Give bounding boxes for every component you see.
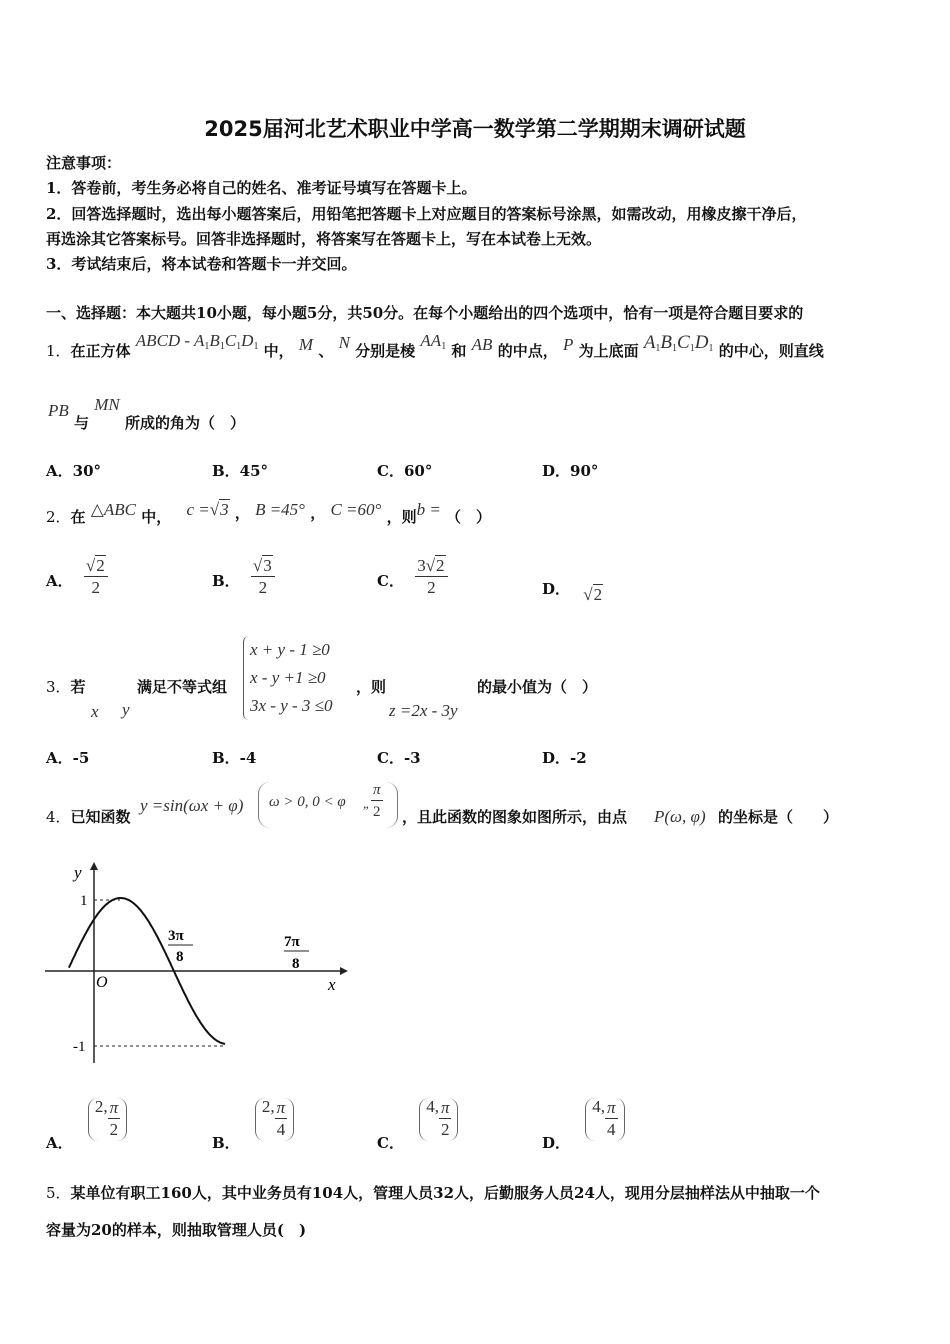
y-tick-neg1: -1 bbox=[73, 1039, 86, 1055]
option-a[interactable]: A． $\frac{√2}{2}$ bbox=[46, 556, 108, 599]
notice-item: 2．回答选择题时，选出每小题答案后，用铅笔把答题卡上对应题目的答案标号涂黑，如需改动，用橡皮擦干净后， bbox=[46, 205, 807, 223]
math-n: N bbox=[338, 333, 350, 352]
math-x: x bbox=[91, 702, 99, 721]
y-tick-1: 1 bbox=[80, 893, 88, 909]
option-c[interactable]: C．60° bbox=[377, 462, 433, 480]
math-triangle: △ABC bbox=[90, 500, 136, 519]
question-5-line2: 容量为20的样本，则抽取管理人员( ) bbox=[46, 1221, 307, 1239]
question-2: 2．在 △ABC 中， c =√3 ， B =45° ， C =60° ，则b = （ ） bbox=[46, 500, 492, 526]
page-title: 2025届河北艺术职业中学高一数学第二学期期末调研试题 bbox=[204, 117, 746, 141]
question-1-line2: PB 与 MN 所成的角为（ ） bbox=[48, 395, 246, 432]
question-3: 3．若 bbox=[46, 678, 86, 696]
question-3-ask: 的最小值为（ ） bbox=[477, 678, 598, 696]
math-angle-c: C =60° bbox=[330, 500, 382, 519]
option-b[interactable]: B． 2, $\frac{\pi}{4}$ bbox=[212, 1098, 294, 1141]
section-heading: 一、选择题：本大题共10小题，每小题5分，共50分。在每个小题给出的四个选项中，恰有一项是符合题目要求的 bbox=[46, 304, 804, 322]
option-c[interactable]: C．-3 bbox=[377, 749, 421, 767]
option-d[interactable]: D． 4, $\frac{\pi}{4}$ bbox=[542, 1098, 625, 1141]
option-a[interactable]: A．30° bbox=[46, 462, 102, 480]
math-p: P bbox=[562, 335, 574, 354]
tick-label-7pi-8-num: 7π bbox=[284, 934, 300, 950]
math-function: y =sin(ωx + φ) bbox=[140, 796, 244, 815]
math-cube: ABCD - $A_1B_1C_1D_1$ bbox=[135, 331, 259, 352]
math-point: P(ω, φ) bbox=[654, 807, 706, 826]
math-ab: AB bbox=[471, 335, 493, 354]
math-top-face: $A_1B_1C_1D_1$ bbox=[643, 332, 714, 354]
question-4: 4．已知函数 bbox=[46, 808, 131, 826]
math-m: M bbox=[298, 335, 314, 354]
question-4-ask: 的坐标是（ ） bbox=[718, 808, 839, 826]
option-d[interactable]: D．-2 bbox=[542, 749, 587, 767]
notice-item: 1．答卷前，考生务必将自己的姓名、准考证号填写在答题卡上。 bbox=[46, 179, 477, 197]
option-c[interactable]: C． $\frac{3√2}{2}$ bbox=[377, 556, 448, 599]
notice-item: 3．考试结束后，将本试卷和答题卡一并交回。 bbox=[46, 255, 357, 273]
math-y: y bbox=[122, 700, 130, 719]
question-number: 1． bbox=[46, 342, 71, 360]
y-axis-arrow bbox=[90, 862, 98, 870]
option-d[interactable]: D． √2 bbox=[542, 580, 603, 604]
math-angle-b: B =45° bbox=[255, 500, 305, 519]
math-c: c =√3 bbox=[186, 500, 229, 519]
question-5: 5．某单位有职工160人，其中业务员有104人，管理人员32人，后勤服务人员24人，现用分层抽样法从中抽取一个 bbox=[46, 1184, 820, 1202]
option-d[interactable]: D．90° bbox=[542, 462, 599, 480]
notice-heading: 注意事项： bbox=[46, 154, 122, 172]
option-b[interactable]: B．-4 bbox=[212, 749, 257, 767]
x-axis-arrow bbox=[340, 967, 348, 975]
math-mn: MN bbox=[94, 395, 120, 414]
question-3-text: 满足不等式组 bbox=[137, 678, 228, 696]
math-objective: z =2x - 3y bbox=[389, 701, 458, 720]
option-a[interactable]: A．-5 bbox=[46, 749, 90, 767]
notice-item: 再选涂其它答案标号。回答非选择题时，将答案写在答题卡上，写在本试卷上无效。 bbox=[46, 230, 602, 248]
inequality-system: x + y - 1 ≥0 x - y +1 ≥0 3x - y - 3 ≤0 bbox=[243, 636, 333, 720]
origin-label: O bbox=[96, 974, 108, 991]
tick-label-7pi-8-den: 8 bbox=[292, 956, 300, 972]
x-axis-label: x bbox=[328, 975, 336, 994]
question-4-text: ，且此函数的图象如图所示，由点 bbox=[402, 808, 628, 826]
option-b[interactable]: B． $\frac{√3}{2}$ bbox=[212, 556, 275, 599]
option-b[interactable]: B．45° bbox=[212, 462, 269, 480]
option-c[interactable]: C． 4, $\frac{\pi}{2}$ bbox=[377, 1098, 458, 1141]
tick-label-3pi-8-den: 8 bbox=[176, 949, 184, 965]
y-axis-label: y bbox=[74, 863, 82, 882]
question-3-then: ，则 bbox=[356, 678, 387, 696]
option-a[interactable]: A． 2, $\frac{\pi}{2}$ bbox=[46, 1098, 127, 1141]
sine-graph bbox=[40, 858, 360, 1068]
question-1: 1．在正方体 ABCD - $A_1B_1C_1D_1$ 中， M 、 N 分别是棱 $AA_1$ 和 AB 的中点， P 为上底面 $A_1B_1C_1D_1$ 的中心，则直线 bbox=[46, 331, 824, 360]
math-aa: $AA_1$ bbox=[420, 331, 447, 352]
tick-label-3pi-8-num: 3π bbox=[168, 928, 184, 944]
math-pb: PB bbox=[48, 401, 69, 420]
function-condition: ω > 0, 0 < φ „ $\frac{\pi}{2}$ bbox=[258, 782, 398, 828]
